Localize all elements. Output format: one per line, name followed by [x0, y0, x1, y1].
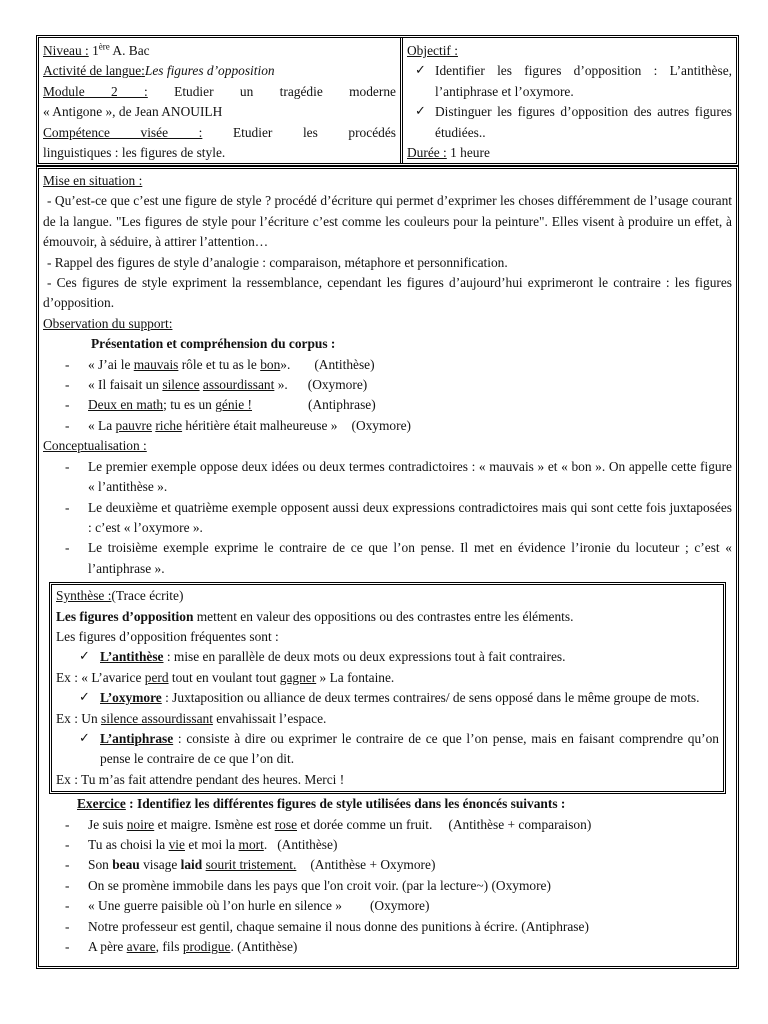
- exercice-item: - Son beau visage laid sourit tristement. (Antithèse + Oxymore): [43, 855, 732, 875]
- exercice-title: Exercice : Identifiez les différentes figures de style utilisées dans les énoncés suivants :: [77, 796, 566, 812]
- antithese-example: Ex : « L’avarice perd tout en voulant tout gagner » La fontaine.: [56, 669, 395, 685]
- antiphrase-definition: ✓ L’antiphrase : consiste à dire ou exprimer le contraire de ce que l’on pense, mais en faisant comprendre qu’on pense le contraire de ce que l’on dit.: [56, 729, 719, 770]
- niveau-label: Niveau :: [43, 43, 89, 58]
- concept-item: - Le premier exemple oppose deux idées ou deux termes contradictoires : « mauvais » et « bon ». On appelle cette figure « l’antithèse ».: [43, 457, 732, 498]
- objectif-label: Objectif :: [407, 43, 458, 58]
- header-info: [39, 38, 403, 163]
- module-line: Module 2 : Etudier un tragédie moderne: [43, 83, 396, 99]
- lesson-body: [36, 166, 739, 969]
- mise-paragraph-3: - Ces figures de style expriment la ressemblance, cependant les figures d’aujourd’hui exprimeront le contraire : les figures d’opposition.: [43, 275, 732, 311]
- mise-paragraph-2: - Rappel des figures de style d’analogie : comparaison, métaphore et personnification.: [47, 254, 508, 270]
- exercice-list: [43, 815, 732, 958]
- exercice-item: - Tu as choisi la vie et moi la mort. (Antithèse): [43, 835, 732, 855]
- corpus-item: - Deux en math; tu es un génie ! (Antiphrase): [43, 395, 732, 415]
- duree-label: Durée :: [407, 145, 447, 161]
- concept-title: Conceptualisation :: [43, 438, 147, 454]
- niveau-line: Niveau : 1ère A. Bac: [43, 41, 150, 58]
- synthese-frequent: Les figures d’opposition fréquentes sont :: [56, 628, 279, 644]
- competence-label: Compétence visée :: [43, 124, 203, 140]
- competence-line-2: linguistiques : les figures de style.: [43, 145, 226, 161]
- mise-title: Mise en situation :: [43, 173, 143, 188]
- exercice-item: - On se promène immobile dans les pays que l'on croit voir. (par la lecture~) (Oxymore): [43, 876, 732, 896]
- concept-list: [43, 457, 732, 579]
- activite-label: Activité de langue: [43, 63, 142, 79]
- synthese-intro: Les figures d’opposition mettent en valeur des oppositions ou des contrastes entre les éléments.: [56, 608, 574, 624]
- observation-title: Observation du support:: [43, 315, 173, 331]
- header-objectives: [403, 38, 736, 163]
- objectif-item: ✓ Distinguer les figures d’opposition des autres figures étudiées..: [407, 102, 732, 143]
- antiphrase-example: Ex : Tu m’as fait attendre pendant des heures. Merci !: [56, 771, 345, 787]
- activite-line: Activité de langue:Les figures d’opposition: [43, 63, 275, 79]
- oxymore-definition: ✓ L’oxymore : Juxtaposition ou alliance de deux termes contraires/ de sens opposé dans le même groupe de mots.: [56, 688, 719, 708]
- oxymore-example: Ex : Un silence assourdissant envahissait l’espace.: [56, 710, 327, 726]
- synthese-title-line: Synthèse :(Trace écrite): [56, 588, 184, 604]
- exercice-item: - Notre professeur est gentil, chaque semaine il nous donne des punitions à écrire. (Antiphrase): [43, 917, 732, 937]
- mise-paragraph-1: - Qu’est-ce que c’est une figure de style ? procédé d’écriture qui permet d’exprimer les choses différemment de l’usage courant de la langue. "Les figures de style pour l’écriture c’est comme les couleurs pour la peinture". Elles visent à produire un effet, à émouvoir, à séduire, à attirer l’attention…: [43, 193, 732, 250]
- concept-item: - Le troisième exemple exprime le contraire de ce que l’on pense. Il met en évidence l’ironie du locuteur ; c’est « l’antiphrase ».: [43, 538, 732, 579]
- corpus-item: - « Il faisait un silence assourdissant ». (Oxymore): [43, 375, 732, 395]
- corpus-subtitle: Présentation et compréhension du corpus :: [91, 336, 336, 352]
- exercice-item: - Je suis noire et maigre. Ismène est rose et dorée comme un fruit. (Antithèse + comparaison): [43, 815, 732, 835]
- module-label: Module 2 :: [43, 83, 148, 99]
- lesson-header: [36, 35, 739, 166]
- objectif-list: [407, 61, 732, 143]
- concept-item: - Le deuxième et quatrième exemple opposent aussi deux expressions contradictoires mais qui sont cette fois juxtaposées : c’est « l’oxymore ».: [43, 498, 732, 539]
- exercice-item: - « Une guerre paisible où l’on hurle en silence » (Oxymore): [43, 896, 732, 916]
- exercice-item: - A père avare, fils prodigue. (Antithèse): [43, 937, 732, 957]
- duree-line: Durée : 1 heure: [407, 145, 490, 161]
- corpus-list: [43, 355, 732, 437]
- antithese-definition: ✓ L’antithèse : mise en parallèle de deux mots ou deux expressions tout à fait contraires.: [56, 647, 719, 667]
- corpus-item: - « J’ai le mauvais rôle et tu as le bon». (Antithèse): [43, 355, 732, 375]
- corpus-item: - « La pauvre riche héritière était malheureuse » (Oxymore): [43, 416, 732, 436]
- objectif-item: ✓ Identifier les figures d’opposition : L’antithèse, l’antiphrase et l’oxymore.: [407, 61, 732, 102]
- activite-value: Les figures d’opposition: [144, 63, 275, 79]
- module-line-2: « Antigone », de Jean ANOUILH: [43, 104, 223, 120]
- synthese-box: [49, 582, 726, 794]
- synthese-title: Synthèse :: [56, 588, 112, 604]
- competence-line: Compétence visée : Etudier les procédés: [43, 124, 396, 140]
